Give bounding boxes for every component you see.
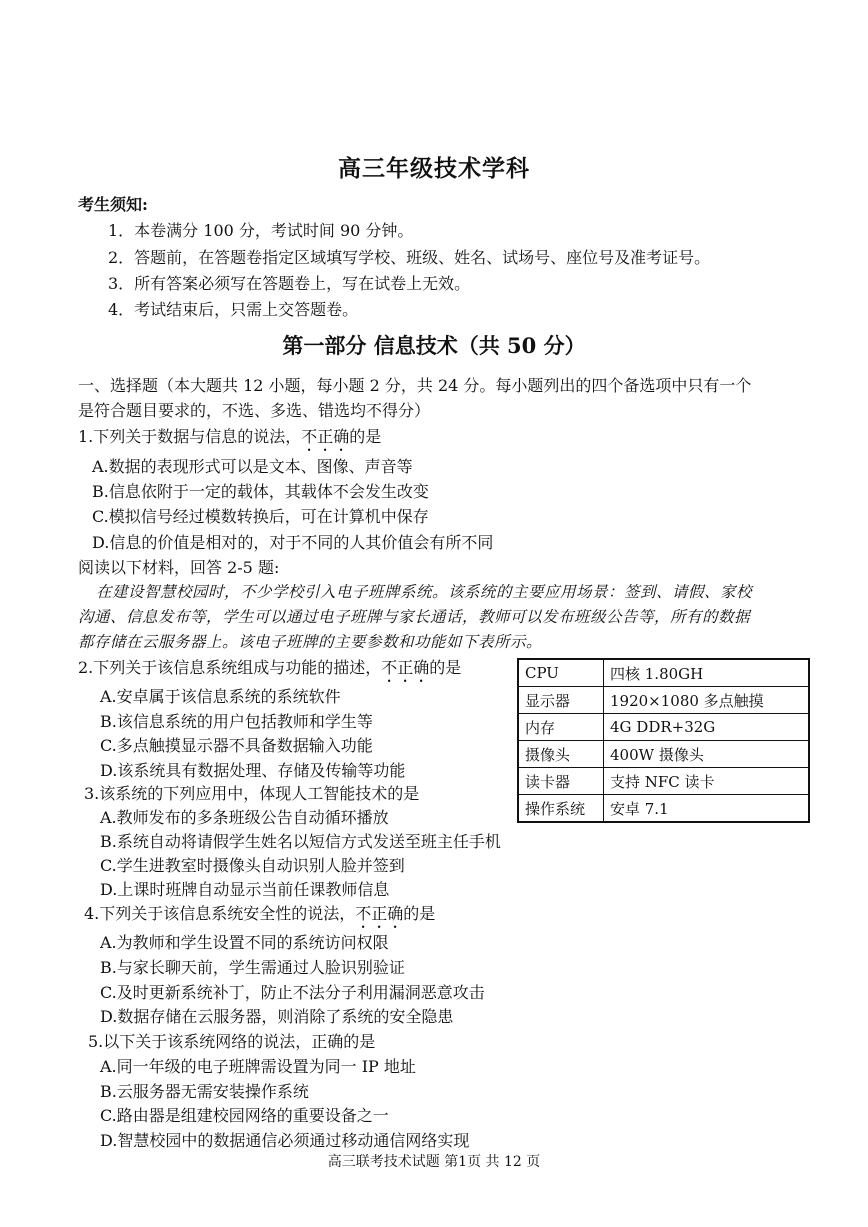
table-cell: CPU (518, 659, 604, 687)
section-instruction-line-2: 是符合题目要求的，不选、多选、错选均不得分） (78, 401, 431, 420)
reading-line-1: 在建设智慧校园时，不少学校引入电子班牌系统。该系统的主要应用场景：签到、请假、家校 (96, 583, 753, 601)
question-3-option-a: A.教师发布的多条班级公告自动循环播放 (100, 808, 389, 827)
table-cell: 摄像头 (518, 741, 604, 768)
table-cell: 4G DDR+32G (604, 714, 810, 741)
question-1-option-d: D.信息的价值是相对的，对于不同的人其价值会有所不同 (92, 533, 494, 552)
table-cell: 安卓 7.1 (604, 795, 810, 823)
question-2-stem (78, 655, 461, 686)
question-1-option-a: A.数据的表现形式可以是文本、图像、声音等 (92, 457, 413, 476)
table-cell: 支持 NFC 读卡 (604, 768, 810, 795)
stem-text: 的是 (349, 427, 382, 446)
page-title: 高三年级技术学科 (338, 155, 530, 182)
emphasis-text: 不正确 (355, 904, 404, 923)
notice-item: 1．本卷满分 100 分，考试时间 90 分钟。 (108, 221, 414, 240)
stem-text: 的是 (429, 658, 462, 677)
stem-text: 4.下列关于该信息系统安全性的说法， (84, 904, 356, 923)
notice-heading: 考生须知: (78, 195, 148, 214)
reading-line-2: 沟通、信息发布等，学生可以通过电子班牌与家长通话，教师可以发布班级公告等，所有的数据 (78, 608, 751, 626)
part-title: 第一部分 信息技术（共 50 分） (282, 333, 586, 358)
question-5-stem: 5.以下关于该系统网络的说法，正确的是 (88, 1032, 376, 1051)
question-3-option-b: B.系统自动将请假学生姓名以短信方式发送至班主任手机 (100, 832, 501, 851)
question-3-stem: 3.该系统的下列应用中，体现人工智能技术的是 (84, 784, 420, 803)
spec-table (517, 658, 810, 823)
question-4-stem (84, 901, 435, 932)
notice-item: 4．考试结束后，只需上交答题卷。 (108, 300, 359, 319)
table-cell: 读卡器 (518, 768, 604, 795)
question-1-option-b: B.信息依附于一定的载体，其载体不会发生改变 (92, 482, 429, 501)
table-row (518, 768, 809, 795)
notice-item: 2．答题前，在答题卷指定区域填写学校、班级、姓名、试场号、座位号及准考证号。 (108, 248, 711, 267)
table-cell: 操作系统 (518, 795, 604, 823)
table-row (518, 795, 809, 823)
question-1-option-c: C.模拟信号经过模数转换后，可在计算机中保存 (92, 507, 429, 526)
stem-text: 的是 (403, 904, 436, 923)
table-cell: 显示器 (518, 687, 604, 714)
table-cell: 四核 1.80GH (604, 659, 810, 687)
question-1-stem (78, 424, 381, 455)
emphasis-text: 不正确 (301, 427, 350, 446)
emphasis-text: 不正确 (381, 658, 430, 677)
question-2-option-c: C.多点触摸显示器不具备数据输入功能 (100, 736, 373, 755)
stem-text: 1.下列关于数据与信息的说法， (78, 427, 302, 446)
table-cell: 400W 摄像头 (604, 741, 810, 768)
question-5-option-d: D.智慧校园中的数据通信必须通过移动通信网络实现 (100, 1131, 470, 1150)
question-5-option-b: B.云服务器无需安装操作系统 (100, 1082, 309, 1101)
reading-intro: 阅读以下材料，回答 2-5 题: (78, 558, 280, 577)
question-3-option-d: D.上课时班牌自动显示当前任课教师信息 (100, 880, 390, 899)
question-4-option-d: D.数据存储在云服务器，则消除了系统的安全隐患 (100, 1007, 454, 1026)
question-4-option-c: C.及时更新系统补丁，防止不法分子利用漏洞恶意攻击 (100, 983, 485, 1002)
question-2-option-d: D.该系统具有数据处理、存储及传输等功能 (100, 761, 406, 780)
table-row (518, 714, 809, 741)
table-cell: 1920×1080 多点触摸 (604, 687, 810, 714)
table-row (518, 741, 809, 768)
question-4-option-b: B.与家长聊天前，学生需通过人脸识别验证 (100, 958, 405, 977)
stem-text: 2.下列关于该信息系统组成与功能的描述， (78, 658, 382, 677)
question-3-option-c: C.学生进教室时摄像头自动识别人脸并签到 (100, 856, 405, 875)
reading-line-3: 都存储在云服务器上。该电子班牌的主要参数和功能如下表所示。 (78, 633, 543, 651)
question-4-option-a: A.为教师和学生设置不同的系统访问权限 (100, 933, 389, 952)
question-2-option-a: A.安卓属于该信息系统的系统软件 (100, 687, 341, 706)
question-5-option-c: C.路由器是组建校园网络的重要设备之一 (100, 1106, 389, 1125)
section-instruction-line-1: 一、选择题（本大题共 12 小题，每小题 2 分，共 24 分。每小题列出的四个备选项中只有一个 (78, 376, 752, 395)
question-5-option-a: A.同一年级的电子班牌需设置为同一 IP 地址 (100, 1057, 416, 1076)
page-footer: 高三联考技术试题 第1页 共 12 页 (327, 1154, 541, 1170)
table-cell: 内存 (518, 714, 604, 741)
table-row (518, 687, 809, 714)
table-row (518, 659, 809, 687)
question-2-option-b: B.该信息系统的用户包括教师和学生等 (100, 712, 373, 731)
notice-item: 3．所有答案必须写在答题卷上，写在试卷上无效。 (108, 274, 471, 293)
